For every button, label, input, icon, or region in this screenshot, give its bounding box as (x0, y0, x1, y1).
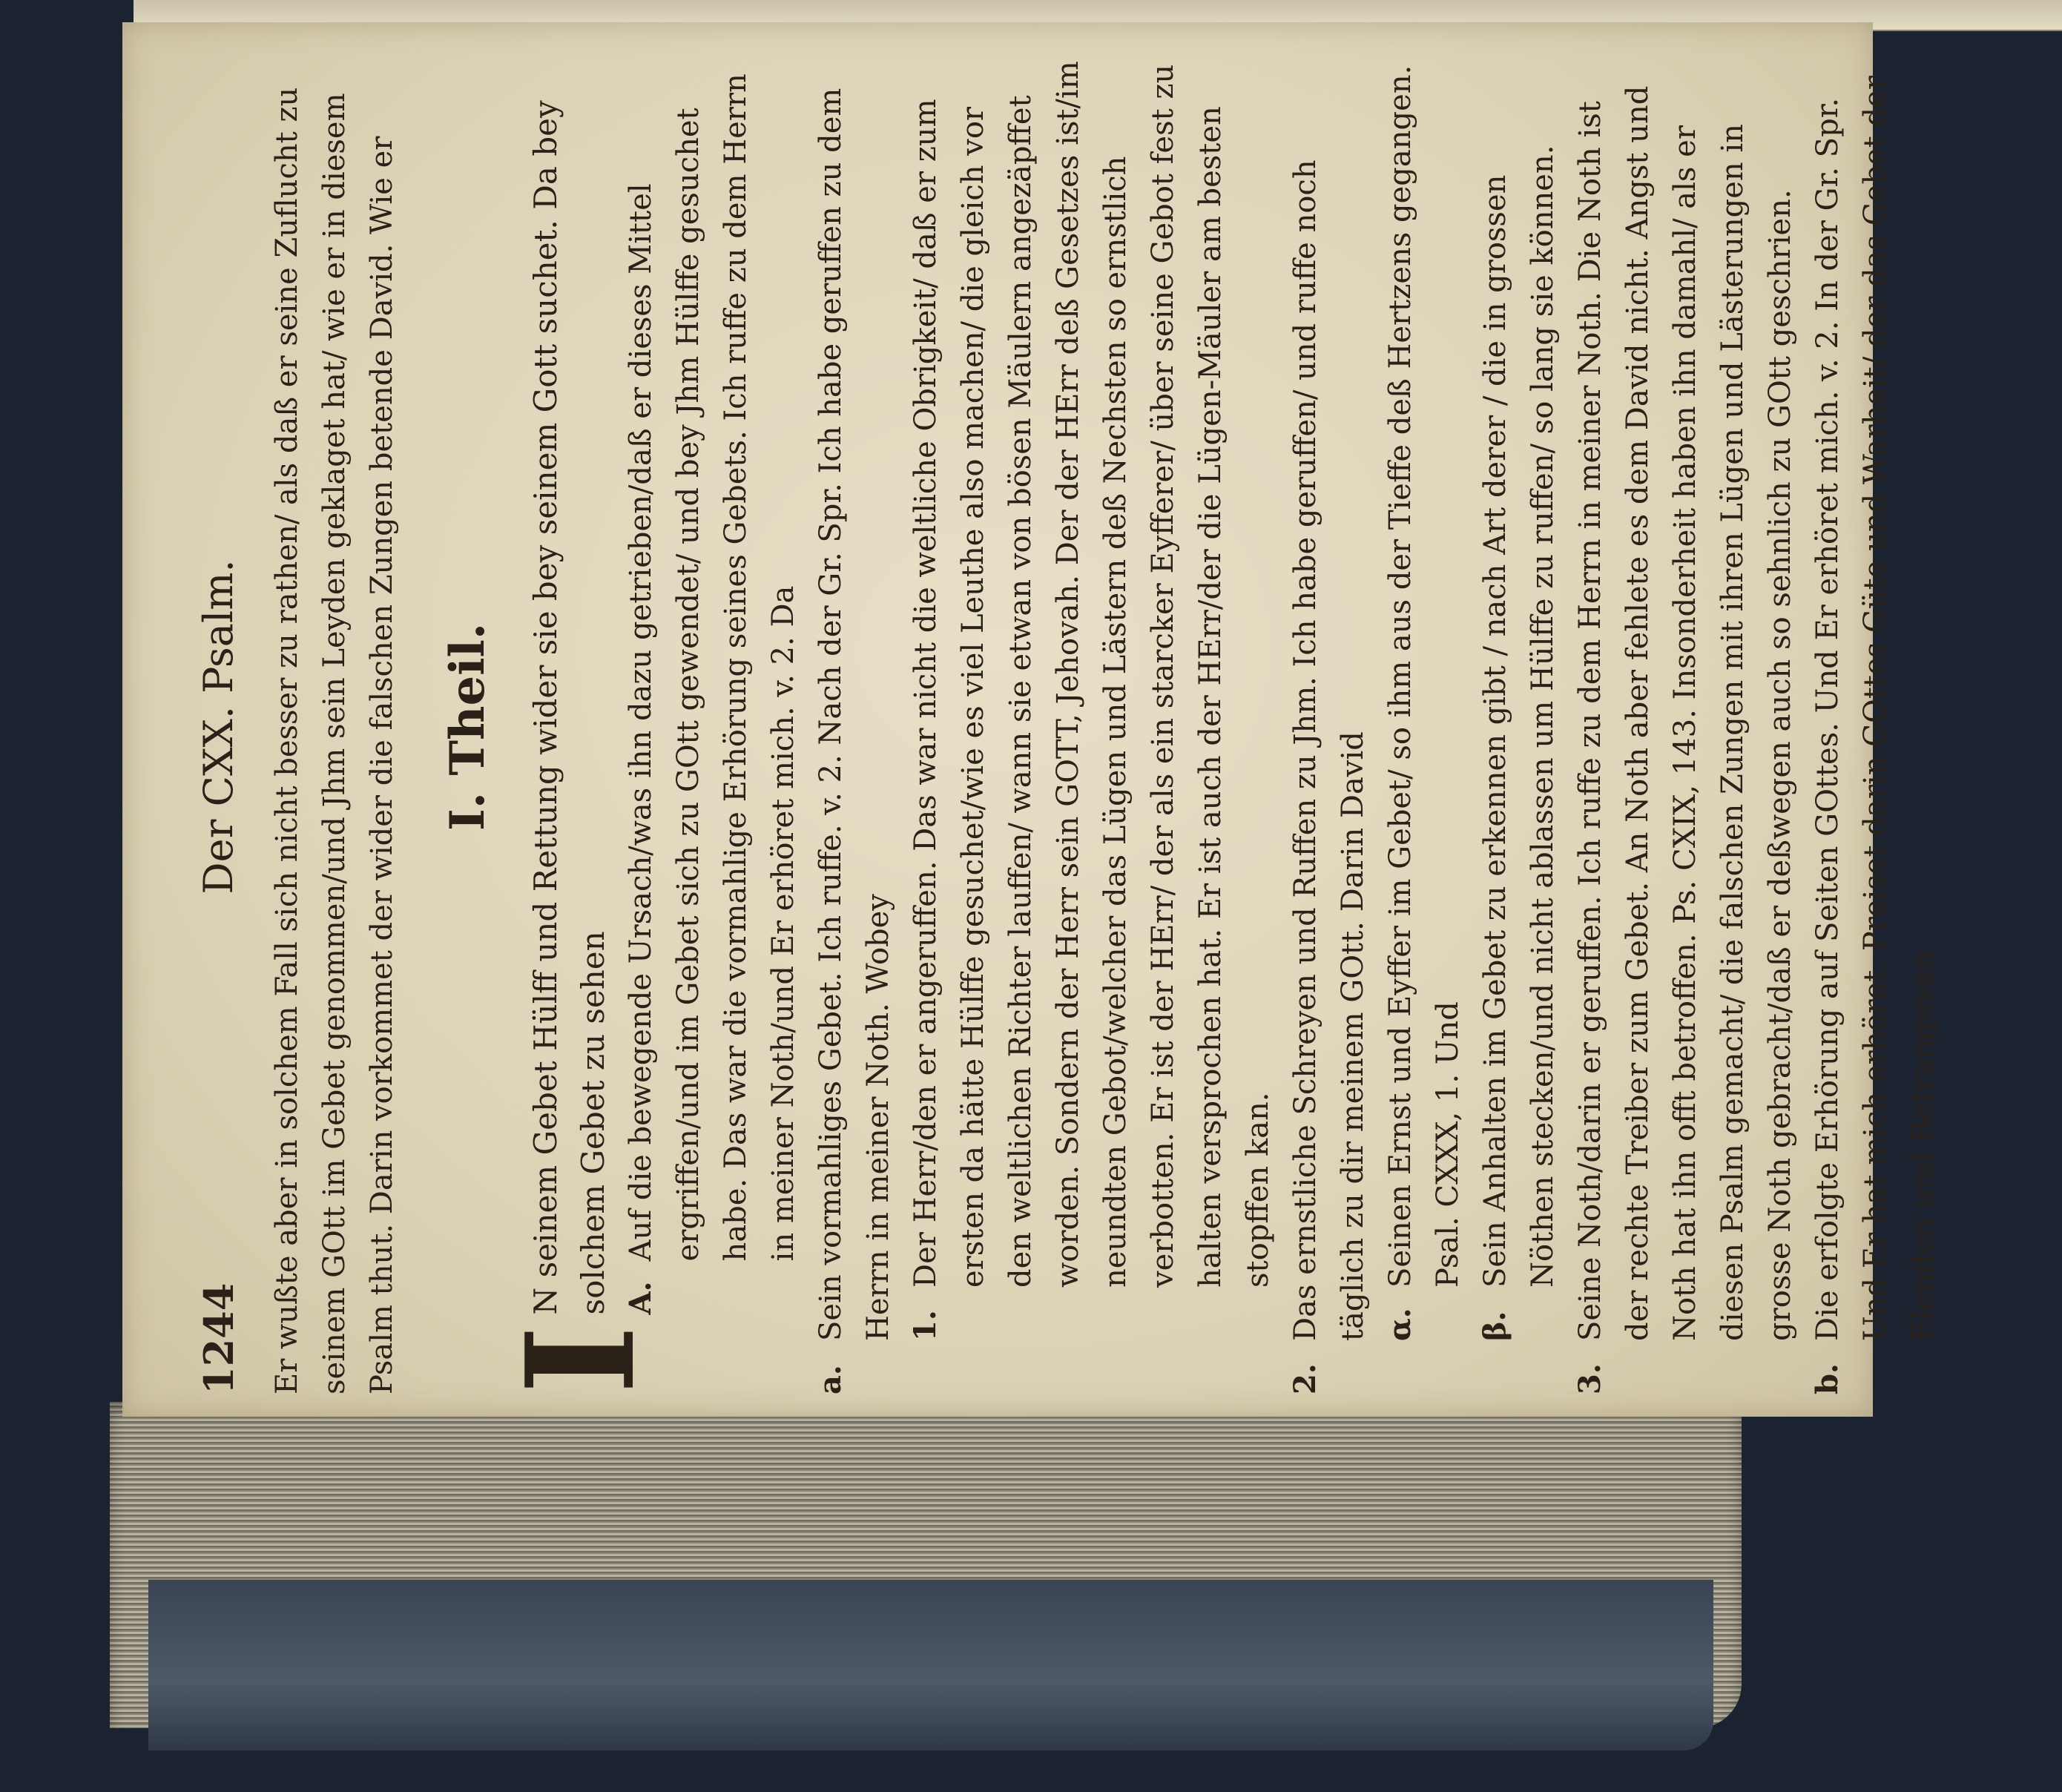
item-label: 2. (1288, 1363, 1322, 1394)
outline-item (1282, 59, 1377, 1394)
outline-item (807, 59, 902, 1394)
item-text: Die erfolgte Erhörung auf Seiten GOttes. Und Er erhöret mich. v. 2. In der Gr. Spr. Und Er hat mich erhöret. Preiset darin GOttes Güte und Warheit/ der das Gebet der Elenden und Betrangesen (1811, 76, 1940, 1341)
book-cover-edge (148, 1580, 1713, 1750)
page-header (174, 59, 263, 1394)
intro-text: N seinem Gebet Hülff und Rettung wider sie bey seinem Gott suchet. Da bey solchem Gebet zu sehen (527, 100, 611, 1315)
running-head: Der CXX. Psalm. (195, 559, 242, 895)
item-label: 1. (908, 1310, 943, 1341)
outline-item (902, 59, 1282, 1341)
item-label: β. (1478, 1311, 1512, 1341)
outline-item (1377, 59, 1472, 1341)
outline-item (617, 59, 807, 1314)
item-text: Sein Anhalten im Gebet zu erkennen gibt / nach Art derer / die in grossen Nöthen stecken/und nicht ablassen um Hülffe zu ruffen/ so lang sie können. (1478, 145, 1560, 1288)
item-label: a. (813, 1365, 848, 1394)
printed-page (122, 22, 1940, 1417)
item-text: Seine Noth/darin er geruffen. Ich ruffe zu dem Herrn in meiner Noth. Die Noth ist der rechte Treiber zum Gebet. An Noth aber fehlete es dem David nicht. Angst und Noth hat ihn offt betroffen. Ps. CXIX, 143. Insonderheit haben ihn damahl/ als er diesen Psalm gemacht/ die falschen Zungen mit ihren Lügen und Lästerungen in grosse Noth gebracht/daß er deßwegen auch so sehnlich zu GOtt geschrien. (1573, 85, 1797, 1341)
book-photo (52, 0, 1940, 1792)
item-label: A. (623, 1281, 658, 1315)
intro-paragraph (494, 59, 668, 1394)
item-text: Der Herr/den er angeruffen. Das war nicht die weltliche Obrigkeit/ daß er zum ersten da hätte Hülffe gesuchet/wie es viel Leuthe also machen/ die gleich vor den weltlichen Richter lauffen/ wann sie etwan von bösen Mäulern angezäpffet worden. Sondern der Herr sein GOTT, Jehovah. Der der HErr deß Gesetzes ist/im neundten Gebot/welcher das Lügen und Lästern deß Nechsten so ernstlich verbotten. Er ist der HErr/ der als ein starcker Eyfferer/ über seine Gebot fest zu halten versprochen hat. Er ist auch der HErr/der die Lügen-Mäuler am besten stopffen kan. (909, 61, 1275, 1288)
page-number: 1244 (195, 1282, 243, 1394)
outline-item (1567, 59, 1804, 1394)
part-title: I. Theil. (440, 622, 495, 831)
item-text: Das ernstliche Schreyen und Ruffen zu Jhm. Ich habe geruffen/ und ruffe noch täglich zu dir meinem GOtt. Darin David (1288, 159, 1370, 1341)
item-text: Seinen Ernst und Eyffer im Gebet/ so ihm aus der Tieffe deß Hertzens gegangen. Psal. CXXX, 1. Und (1383, 65, 1465, 1288)
item-label: b. (1810, 1363, 1845, 1394)
opening-paragraph: Er wußte aber in solchem Fall sich nicht besser zu rathen/ als daß er seine Zuflucht zu seinem GOtt im Gebet genommen/und Jhm sein Leyden geklaget hat/ wie er in diesem Psalm thut. Darin vorkommet der wider die falschen Zungen betende David. Wie er (270, 87, 399, 1394)
outline-item (1472, 59, 1567, 1341)
page-text-block (174, 59, 1940, 1394)
item-label: 3. (1572, 1363, 1607, 1394)
drop-cap: I (494, 1325, 668, 1394)
item-text: Sein vormahliges Gebet. Ich ruffe. v. 2. Nach der Gr. Spr. Ich habe geruffen zu dem Herrn in meiner Noth. Wobey (814, 88, 895, 1341)
item-text: Auf die bewegende Ursach/was ihn dazu getrieben/daß er dieses Mittel ergriffen/und im Gebet sich zu GOtt gewendet/ und bey Jhm Hülffe gesuchet habe. Das war die vormahlige Erhörung seines Gebets. Ich ruffe zu dem Herrn in meiner Noth/und Er erhöret mich. v. 2. Da (624, 73, 800, 1262)
outline-item (1804, 59, 1946, 1394)
item-label: α. (1383, 1308, 1417, 1341)
